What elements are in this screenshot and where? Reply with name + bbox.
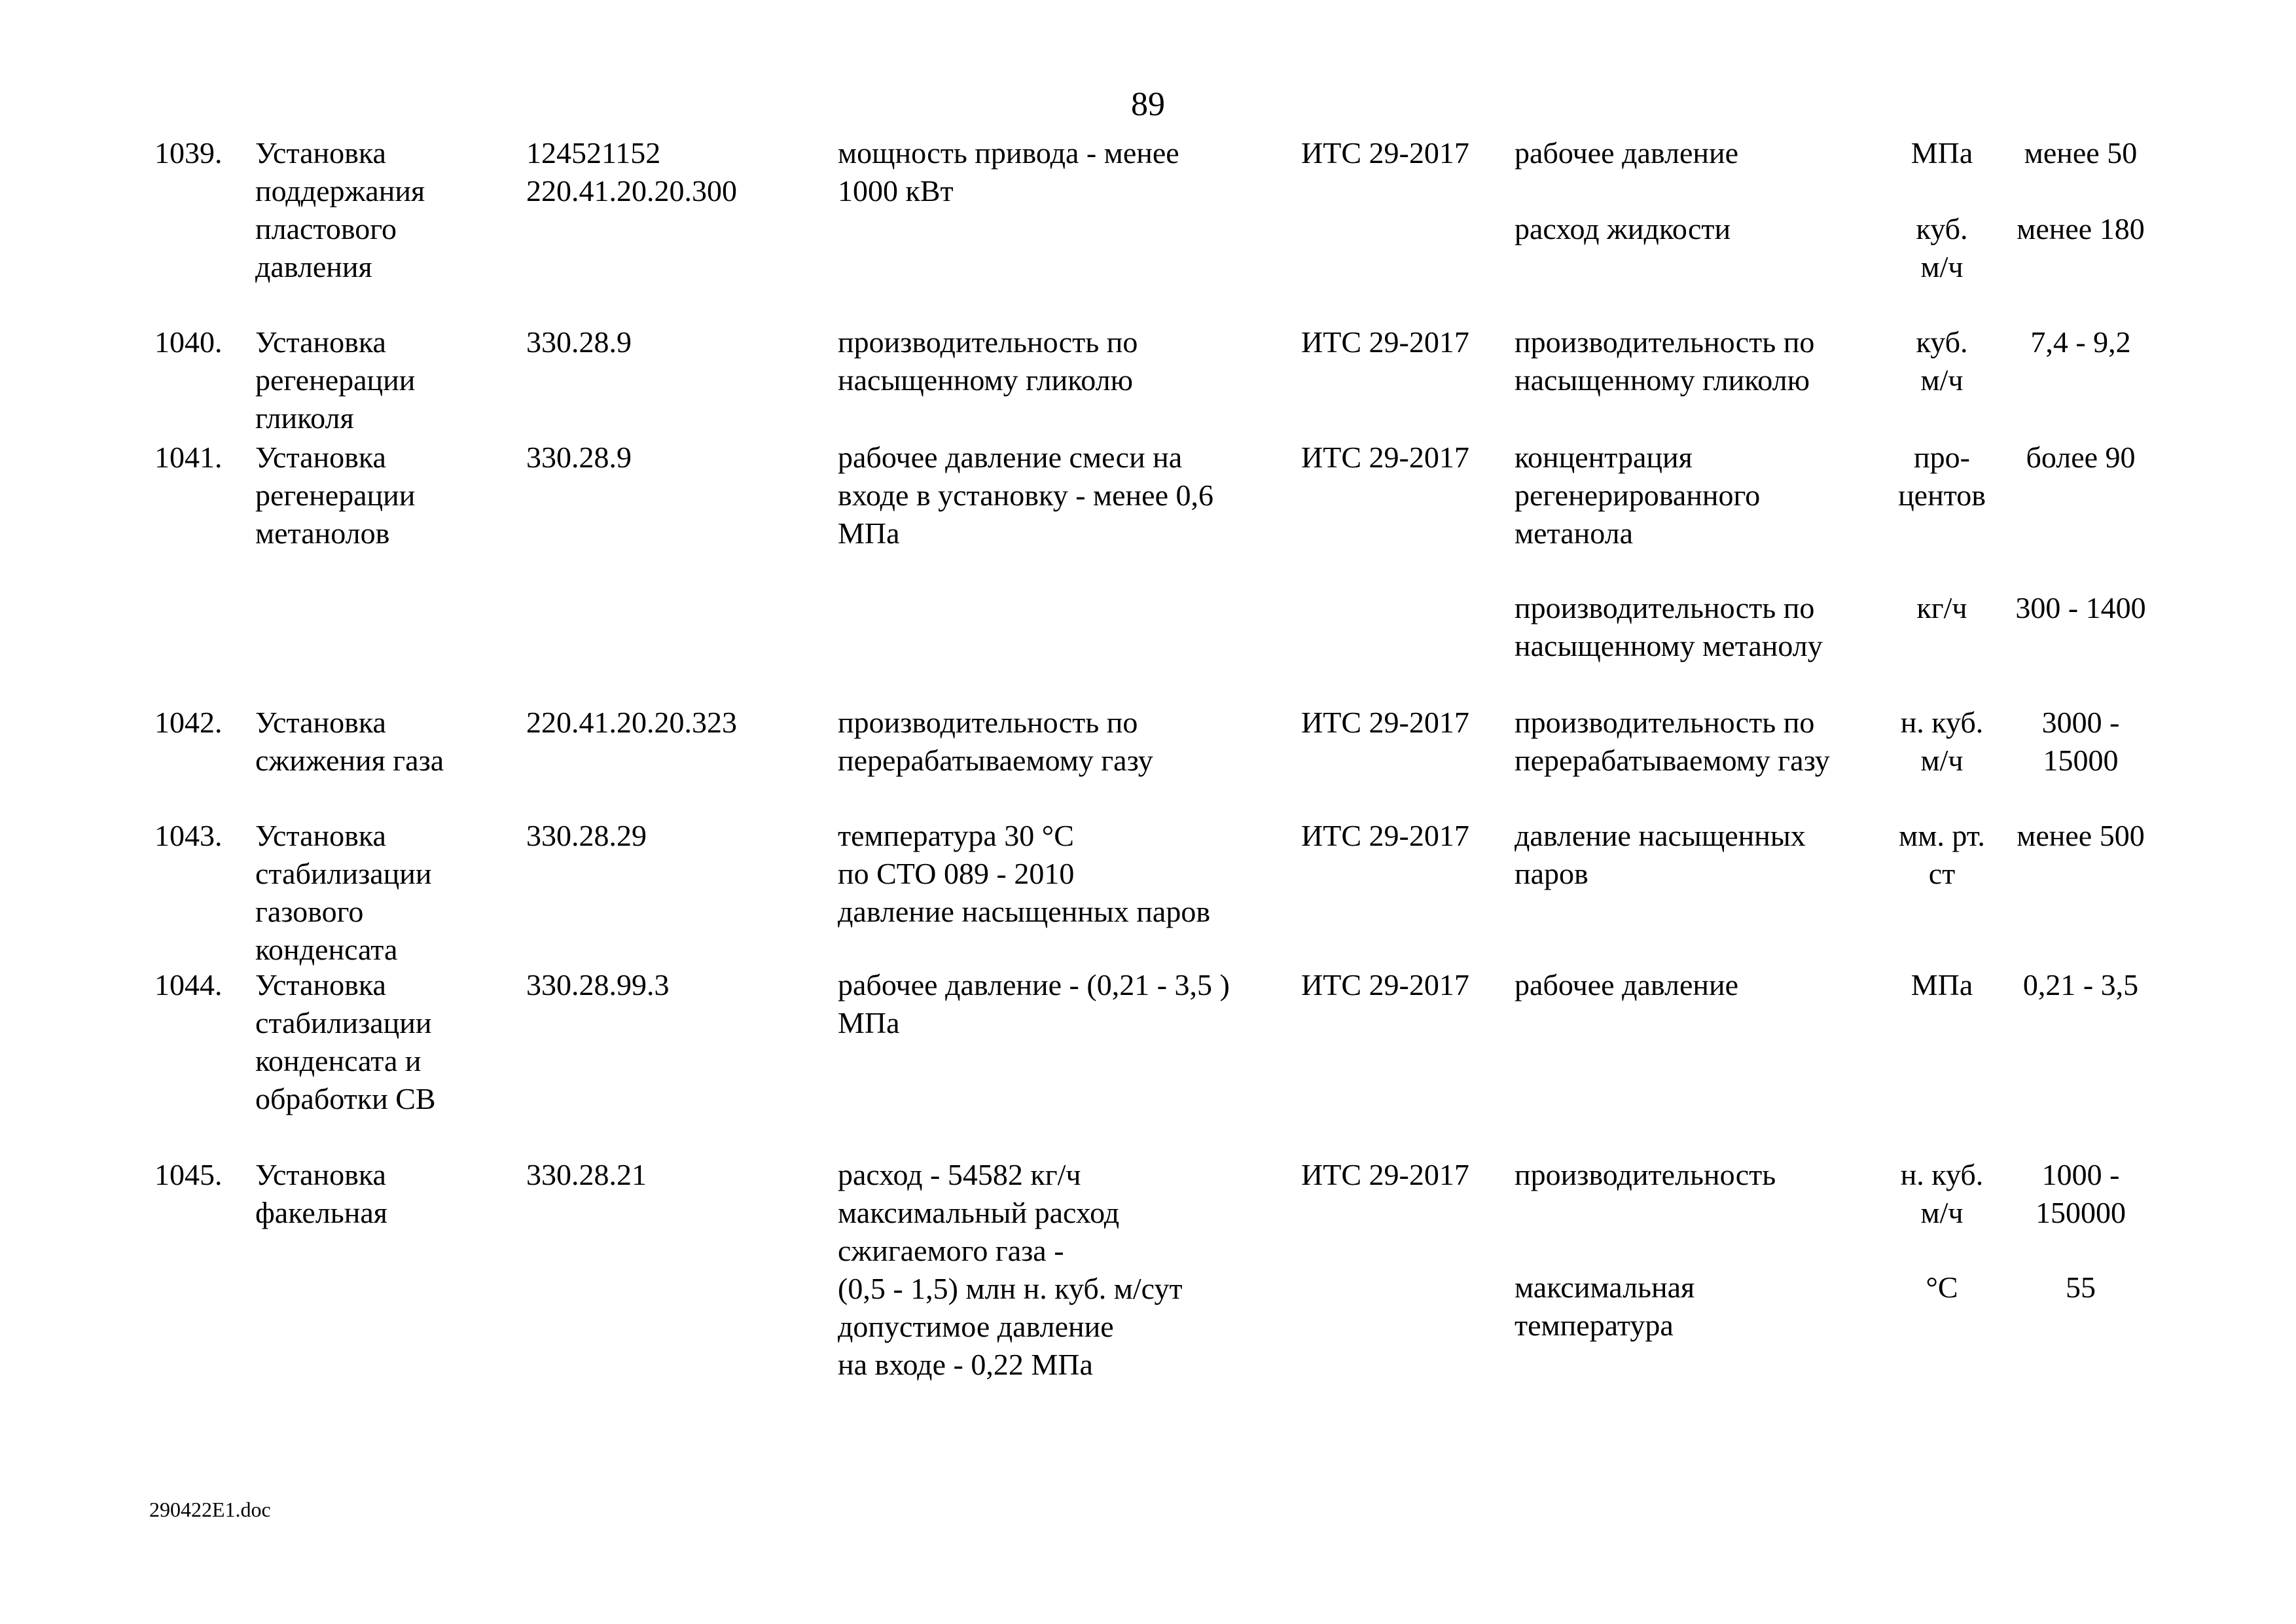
equipment-name: Установка регенерации гликоля bbox=[255, 325, 416, 435]
row-number: 1042. bbox=[154, 706, 223, 739]
equipment-name: Установка сжижения газа bbox=[255, 706, 444, 777]
equipment-name: Установка стабилизации газового конденсата bbox=[255, 819, 432, 966]
parameter-value: более 90 bbox=[2026, 441, 2136, 474]
its-reference: ИТС 29-2017 bbox=[1301, 1158, 1469, 1191]
row-number: 1045. bbox=[154, 1158, 223, 1191]
row-number: 1044. bbox=[154, 968, 223, 1001]
parameter-unit: мм. рт. ст bbox=[1899, 819, 1985, 890]
okpd-code: 330.28.29 bbox=[526, 819, 647, 852]
parameter-value: 55 bbox=[2066, 1271, 2096, 1304]
characteristic: мощность привода - менее 1000 кВт bbox=[838, 136, 1179, 208]
parameter-value: менее 50 bbox=[2024, 136, 2138, 170]
parameter-unit: МПа bbox=[1910, 968, 1973, 1001]
its-reference: ИТС 29-2017 bbox=[1301, 968, 1469, 1001]
okpd-code: 330.28.9 bbox=[526, 325, 632, 359]
its-reference: ИТС 29-2017 bbox=[1301, 136, 1469, 170]
characteristic: температура 30 °C по СТО 089 - 2010 давление насыщенных паров bbox=[838, 819, 1211, 928]
parameter-value: менее 500 bbox=[2017, 819, 2145, 852]
parameter-name: производительность bbox=[1515, 1158, 1776, 1191]
parameter-unit: н. куб. м/ч bbox=[1900, 1158, 1984, 1229]
row-number: 1043. bbox=[154, 819, 223, 852]
parameter-name: максимальная температура bbox=[1515, 1271, 1695, 1342]
its-reference: ИТС 29-2017 bbox=[1301, 325, 1469, 359]
okpd-code: 220.41.20.20.323 bbox=[526, 706, 737, 739]
parameter-unit: куб. м/ч bbox=[1916, 212, 1968, 283]
characteristic: производительность по перерабатываемому газу bbox=[838, 706, 1153, 777]
parameter-value: 3000 - 15000 bbox=[2041, 706, 2120, 777]
parameter-unit: куб. м/ч bbox=[1916, 325, 1968, 397]
parameter-unit: н. куб. м/ч bbox=[1900, 706, 1984, 777]
parameter-name: производительность по насыщенному метанолу bbox=[1515, 591, 1823, 662]
parameter-value: 1000 - 150000 bbox=[2036, 1158, 2126, 1229]
its-reference: ИТС 29-2017 bbox=[1301, 819, 1469, 852]
parameter-value: 0,21 - 3,5 bbox=[2022, 968, 2139, 1001]
okpd-code: 330.28.9 bbox=[526, 441, 632, 474]
equipment-name: Установка поддержания пластового давления bbox=[255, 136, 425, 283]
parameter-unit: про- центов bbox=[1898, 441, 1986, 512]
equipment-name: Установка факельная bbox=[255, 1158, 387, 1229]
parameter-name: производительность по перерабатываемому газу bbox=[1515, 706, 1830, 777]
row-number: 1039. bbox=[154, 136, 223, 170]
parameter-name: концентрация регенерированного метанола bbox=[1515, 441, 1761, 550]
parameter-unit: МПа bbox=[1910, 136, 1973, 170]
characteristic: рабочее давление - (0,21 - 3,5 ) МПа bbox=[838, 968, 1230, 1039]
parameter-name: рабочее давление bbox=[1515, 136, 1739, 170]
its-reference: ИТС 29-2017 bbox=[1301, 441, 1469, 474]
parameter-name: рабочее давление bbox=[1515, 968, 1739, 1001]
parameter-value: менее 180 bbox=[2017, 212, 2145, 245]
page-number: 89 bbox=[1131, 86, 1165, 123]
characteristic: расход - 54582 кг/ч максимальный расход сжигаемого газа - (0,5 - 1,5) млн н. куб. м/сут допустимое давление на входе - 0,22 МПа bbox=[838, 1158, 1183, 1381]
footer-filename: 290422E1.doc bbox=[149, 1498, 271, 1521]
okpd-code: 330.28.21 bbox=[526, 1158, 647, 1191]
its-reference: ИТС 29-2017 bbox=[1301, 706, 1469, 739]
characteristic: производительность по насыщенному гликолю bbox=[838, 325, 1138, 397]
okpd-code: 330.28.99.3 bbox=[526, 968, 670, 1001]
okpd-code: 124521152 220.41.20.20.300 bbox=[526, 136, 737, 208]
row-number: 1041. bbox=[154, 441, 223, 474]
equipment-name: Установка стабилизации конденсата и обработки СВ bbox=[255, 968, 436, 1115]
parameter-name: давление насыщенных паров bbox=[1515, 819, 1806, 890]
characteristic: рабочее давление смеси на входе в установку - менее 0,6 МПа bbox=[838, 441, 1214, 550]
row-number: 1040. bbox=[154, 325, 223, 359]
parameter-unit: кг/ч bbox=[1916, 591, 1967, 624]
parameter-unit: °C bbox=[1926, 1271, 1958, 1304]
parameter-value: 300 - 1400 bbox=[2015, 591, 2146, 624]
parameter-value: 7,4 - 9,2 bbox=[2030, 325, 2131, 359]
parameter-name: производительность по насыщенному гликолю bbox=[1515, 325, 1815, 397]
parameter-name: расход жидкости bbox=[1515, 212, 1731, 245]
equipment-name: Установка регенерации метанолов bbox=[255, 441, 416, 550]
